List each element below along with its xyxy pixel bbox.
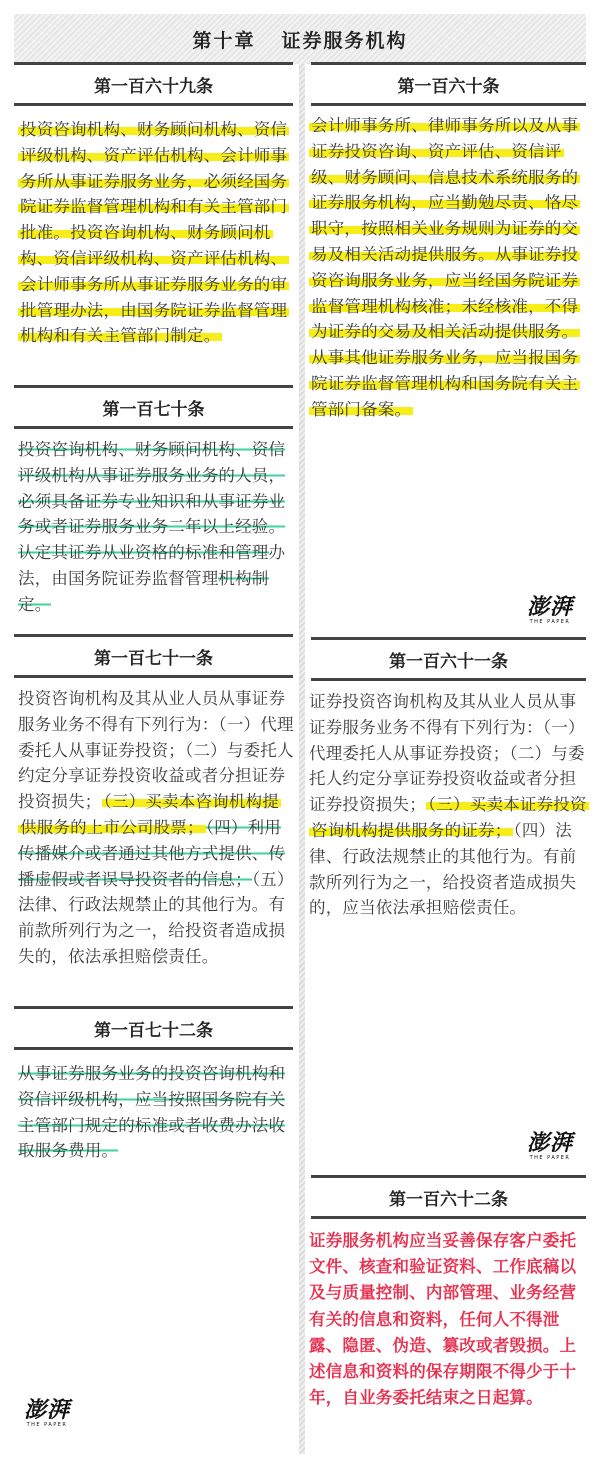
watermark-mark: 澎湃	[526, 593, 573, 620]
article-162-heading	[311, 1175, 586, 1219]
column-separator	[299, 64, 305, 1454]
watermark-sub: THE PAPER	[26, 1421, 68, 1428]
article-171-heading-text: 第一百七十一条	[94, 648, 213, 669]
watermark-logo-right-2	[519, 1125, 581, 1167]
article-169-body	[18, 117, 294, 349]
chapter-title: 证券服务机构	[281, 29, 408, 52]
article-161-plain-end: （四）法律、行政法规禁止的其他行为。有前款所列行为之一，给投资者造成损失的，应当依法承担赔偿责任。	[309, 820, 577, 918]
article-169-text: 投资咨询机构、财务顾问机构、资信评级机构、资产评估机构、会计师事务所从事证券服务业务，必须经国务院证券监督管理机构和有关主管部门批准。投资咨询机构、财务顾问机构、资信评级机构、资产评估机构、会计师事务所从事证券服务业务的审批管理办法，由国务院证券监督管理机构和有关主管部门制定。	[20, 120, 288, 346]
article-171-highlight-text: （三）买卖本咨询机构提供服务的上市公司股票；	[20, 792, 279, 837]
article-170-struck-text: 投资咨询机构、财务顾问机构、资信评级机构从事证券服务业务的人员，必须具备证券专业知识和从事证券业务或者证券服务业务二年以上经验。认定其证券从业资格的标准和管理	[18, 440, 286, 563]
watermark-mark: 澎湃	[23, 1396, 70, 1423]
article-160-body	[309, 113, 589, 423]
article-160-heading-text: 第一百六十条	[397, 76, 500, 97]
watermark-logo-right-1	[519, 589, 581, 631]
article-169-heading	[14, 62, 293, 106]
watermark-mark: 澎湃	[526, 1129, 573, 1156]
article-160-text: 会计师事务所、律师事务所以及从事证券投资咨询、资产评估、资信评级、财务顾问、信息技术系统服务的证券服务机构，应当勤勉尽责、恪尽职守，按照相关业务规则为证券的交易及相关活动提供服务。从事证券投资咨询服务业务，应当经国务院证券监督管理机构核准；未经核准，不得为证券的交易及相关活动提供服务。从事其他证券服务业务，应当报国务院证券监督管理机构和国务院有关主管部门备案。	[311, 116, 579, 419]
article-172-heading-text: 第一百七十二条	[94, 1020, 213, 1041]
watermark-sub: THE PAPER	[529, 1154, 571, 1161]
article-161-heading-text: 第一百六十一条	[389, 651, 508, 672]
article-162-text: 证券服务机构应当妥善保存客户委托文件、核查和验证资料、工作底稿以及与质量控制、内部管理、业务经营有关的信息和资料，任何人不得泄露、隐匿、伪造、篡改或者毁损。上述信息和资料的保存期限不得少于十年，自业务委托结束之日起算。	[309, 1231, 577, 1408]
article-161-highlight-text: （三）买卖本证券投资咨询机构提供服务的证券；	[311, 795, 587, 840]
article-171-plain-end: （五）法律、行政法规禁止的其他行为。有前款所列行为之一，给投资者造成损失的，依法承担赔偿责任。	[18, 869, 294, 966]
article-172-struck-text: 从事证券服务业务的投资咨询机构和资信评级机构，应当按照国务院有关主管部门规定的标准或者收费办法收取服务费用。	[18, 1064, 286, 1161]
chapter-number: 第十章	[192, 29, 256, 52]
article-172-body	[18, 1061, 294, 1164]
article-171-body	[18, 686, 294, 970]
chapter-title-bar	[14, 14, 586, 64]
article-170-heading	[14, 385, 293, 429]
article-170-struck-end: 机构制定。	[18, 568, 269, 614]
article-170-plain-text: 办法，由国务院证券监督管理	[18, 543, 286, 588]
article-161-plain-text: 证券投资咨询机构及其从业人员从事证券服务业务不得有下列行为：（一）代理委托人从事证券投资；（二）与委托人约定分享证券投资收益或者分担证券投资损失；	[309, 692, 585, 815]
article-162-body	[309, 1228, 589, 1411]
watermark-logo-left	[16, 1392, 78, 1434]
article-171-heading	[14, 634, 293, 678]
article-172-heading	[14, 1006, 293, 1050]
article-160-heading	[311, 62, 586, 106]
article-171-struck-text: （四）利用传播媒介或者通过其他方式提供、传播虚假或者误导投资者的信息；	[18, 817, 286, 889]
article-169-heading-text: 第一百六十九条	[94, 76, 213, 97]
article-170-body	[18, 437, 294, 618]
article-171-plain-text: 投资咨询机构及其从业人员从事证券服务业务不得有下列行为：（一）代理委托人从事证券投资；（二）与委托人约定分享证券投资收益或者分担证券投资损失；	[18, 689, 294, 812]
article-161-body	[309, 689, 589, 921]
article-162-heading-text: 第一百六十二条	[389, 1189, 508, 1210]
watermark-sub: THE PAPER	[529, 618, 571, 625]
article-161-heading	[311, 637, 586, 681]
article-170-heading-text: 第一百七十条	[102, 399, 205, 420]
